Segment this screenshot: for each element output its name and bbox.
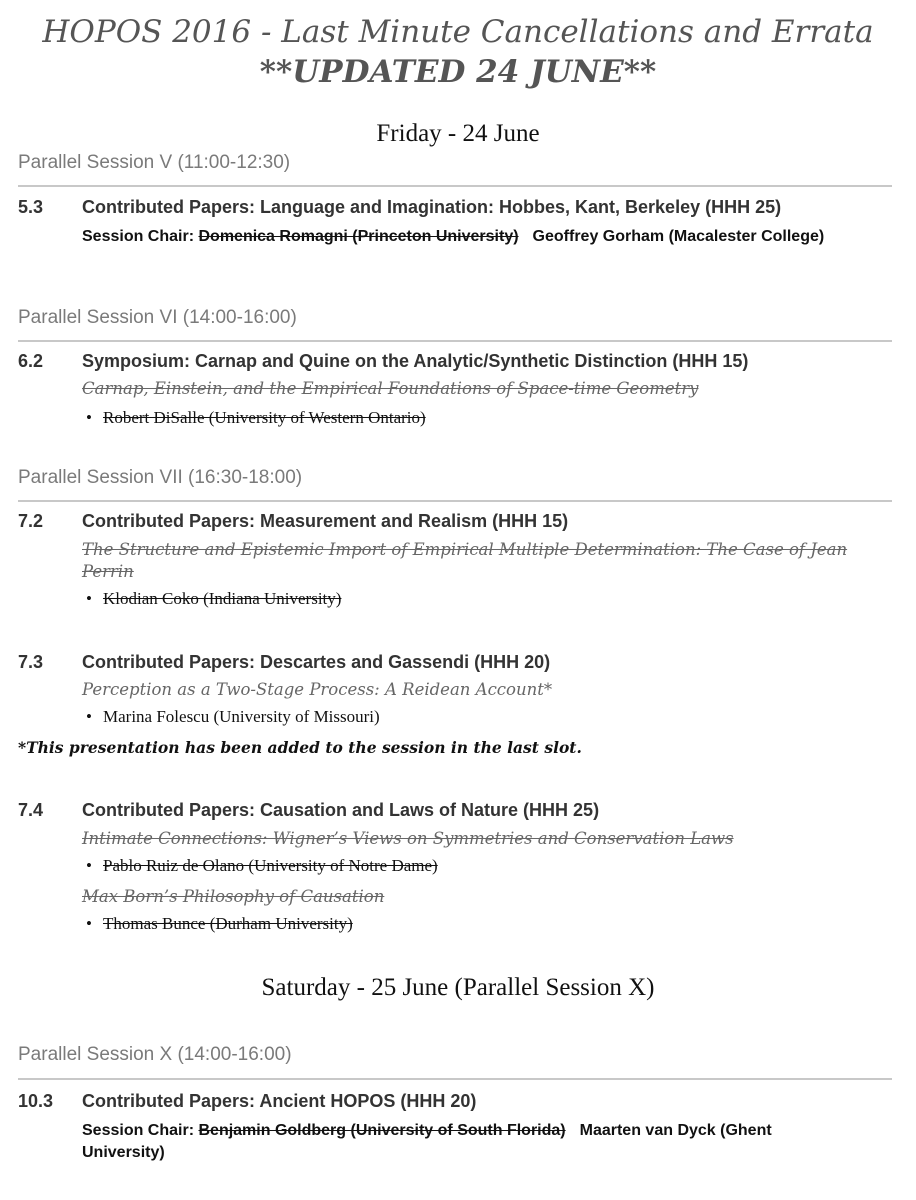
- author-name: Marina Folescu (University of Missouri): [103, 707, 380, 726]
- author-cancelled: [86, 408, 426, 428]
- session-chair-cont: University): [82, 1144, 165, 1161]
- author-name: Robert DiSalle (University of Western Ontario): [103, 408, 426, 427]
- bullet-icon: •: [86, 589, 92, 608]
- session-label-vi: Parallel Session VI (14:00-16:00): [18, 307, 297, 328]
- session-chair-replacement: Maarten van Dyck (Ghent: [579, 1122, 772, 1139]
- day-heading-friday: Friday - 24 June: [376, 120, 540, 147]
- session-divider: [18, 340, 892, 342]
- author-cancelled: [86, 856, 438, 876]
- paper-title-cancelled: Max Born’s Philosophy of Causation: [82, 887, 385, 906]
- session-divider: [18, 1078, 892, 1080]
- item-heading: Contributed Papers: Ancient HOPOS (HHH 20): [82, 1091, 477, 1111]
- addition-note: *This presentation has been added to the session in the last slot.: [18, 738, 582, 757]
- bullet-icon: •: [86, 408, 92, 427]
- item-heading: Symposium: Carnap and Quine on the Analytic/Synthetic Distinction (HHH 15): [82, 351, 749, 371]
- item-number: 7.2: [18, 511, 44, 531]
- paper-title-cancelled-cont: Perrin: [82, 562, 134, 581]
- author-cancelled: [86, 914, 353, 934]
- session-chair-prefix: Session Chair:: [82, 228, 195, 245]
- session-label-x: Parallel Session X (14:00-16:00): [18, 1044, 292, 1065]
- paper-title-cancelled: The Structure and Epistemic Import of Empirical Multiple Determination: The Case of Jean: [82, 540, 848, 559]
- day-heading-saturday: Saturday - 25 June (Parallel Session X): [261, 974, 655, 1001]
- item-heading: Contributed Papers: Measurement and Realism (HHH 15): [82, 511, 569, 531]
- item-number: 7.4: [18, 800, 44, 820]
- item-number: 6.2: [18, 351, 44, 371]
- session-chair-replacement: Geoffrey Gorham (Macalester College): [532, 228, 825, 245]
- session-chair: [82, 226, 824, 248]
- item-heading: Contributed Papers: Language and Imagination: Hobbes, Kant, Berkeley (HHH 25): [82, 197, 782, 217]
- item-number: 7.3: [18, 652, 44, 672]
- document-title: HOPOS 2016 - Last Minute Cancellations and Errata: [42, 14, 874, 50]
- paper-title-cancelled: Intimate Connections: Wigner’s Views on Symmetries and Conservation Laws: [82, 829, 734, 848]
- paper-title-cancelled: Carnap, Einstein, and the Empirical Foundations of Space-time Geometry: [82, 379, 699, 398]
- item-heading: Contributed Papers: Causation and Laws of Nature (HHH 25): [82, 800, 600, 820]
- session-chair: [82, 1120, 772, 1142]
- paper-title-added: Perception as a Two-Stage Process: A Reidean Account*: [82, 680, 553, 699]
- session-chair-cancelled: Domenica Romagni (Princeton University): [198, 228, 519, 245]
- session-chair-prefix: Session Chair:: [82, 1122, 195, 1139]
- session-divider: [18, 500, 892, 502]
- session-divider: [18, 185, 892, 187]
- author-name: Klodian Coko (Indiana University): [103, 589, 342, 608]
- bullet-icon: •: [86, 914, 92, 933]
- author-added: [86, 707, 380, 727]
- document-subtitle: **UPDATED 24 JUNE**: [259, 54, 657, 90]
- author-name: Pablo Ruiz de Olano (University of Notre Dame): [103, 856, 438, 875]
- author-cancelled: [86, 589, 341, 609]
- session-label-v: Parallel Session V (11:00-12:30): [18, 152, 291, 173]
- bullet-icon: •: [86, 707, 92, 726]
- session-chair-cancelled: Benjamin Goldberg (University of South Florida): [198, 1122, 566, 1139]
- author-name: Thomas Bunce (Durham University): [103, 914, 353, 933]
- item-number: 10.3: [18, 1091, 54, 1111]
- item-heading: Contributed Papers: Descartes and Gassendi (HHH 20): [82, 652, 551, 672]
- session-label-vii: Parallel Session VII (16:30-18:00): [18, 467, 303, 488]
- bullet-icon: •: [86, 856, 92, 875]
- item-number: 5.3: [18, 197, 44, 217]
